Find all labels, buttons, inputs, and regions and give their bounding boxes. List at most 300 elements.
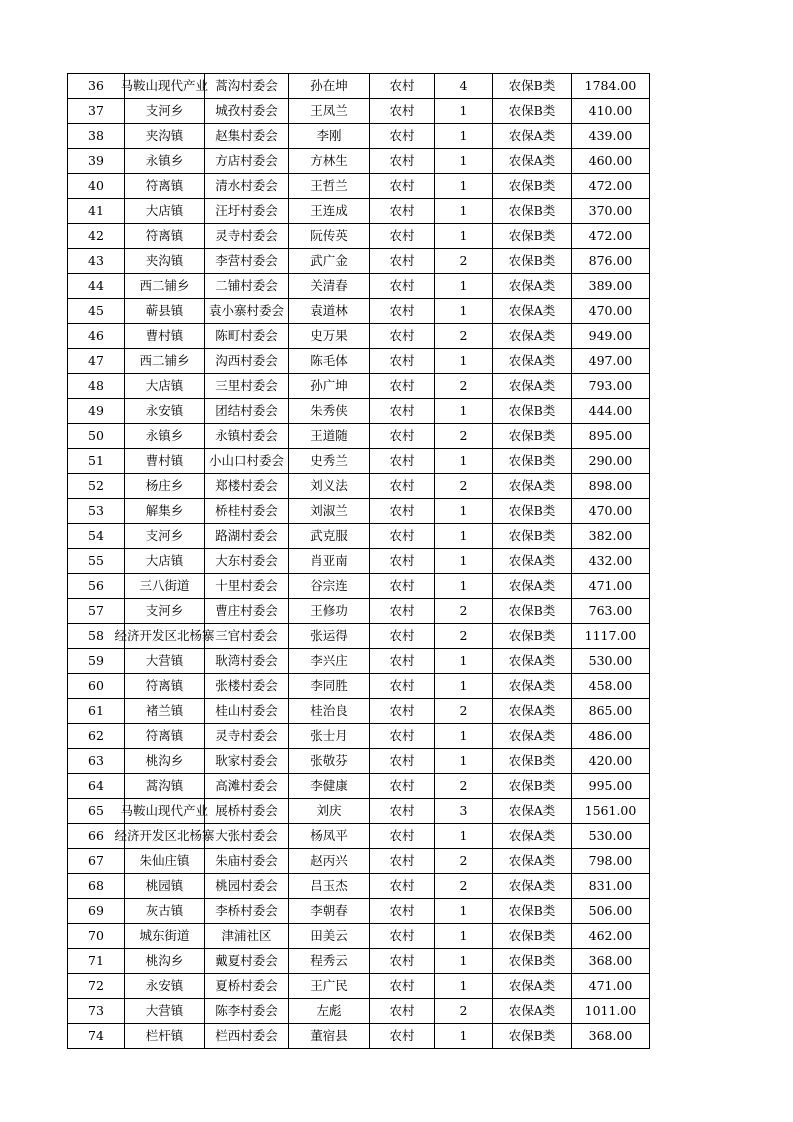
town-cell	[125, 874, 205, 899]
row-number-cell: 74	[68, 1024, 125, 1049]
town-cell	[125, 524, 205, 549]
town-cell-text: 大店镇	[145, 378, 184, 393]
insurance-category-cell: 农保B类	[493, 924, 572, 949]
area-type-cell: 农村	[370, 999, 435, 1024]
person-name-cell: 孙在坤	[289, 74, 370, 99]
insurance-category-cell: 农保B类	[493, 399, 572, 424]
town-cell-text: 符离镇	[145, 728, 184, 743]
town-cell	[125, 549, 205, 574]
village-cell: 路湖村委会	[205, 524, 289, 549]
household-count-cell: 2	[435, 999, 493, 1024]
household-count-cell: 2	[435, 324, 493, 349]
amount-cell: 1784.00	[572, 74, 650, 99]
household-count-cell: 2	[435, 424, 493, 449]
household-count-cell: 1	[435, 924, 493, 949]
town-cell	[125, 449, 205, 474]
person-name-cell: 王连成	[289, 199, 370, 224]
village-cell: 高滩村委会	[205, 774, 289, 799]
insurance-category-cell: 农保A类	[493, 974, 572, 999]
person-name-cell: 李朝春	[289, 899, 370, 924]
table-row	[68, 549, 650, 574]
person-name-cell: 方林生	[289, 149, 370, 174]
town-cell	[120, 799, 209, 824]
amount-cell: 410.00	[572, 99, 650, 124]
household-count-cell: 1	[435, 1024, 493, 1049]
table-row	[68, 124, 650, 149]
table-row	[68, 149, 650, 174]
area-type-cell: 农村	[370, 424, 435, 449]
person-name-cell: 肖亚南	[289, 549, 370, 574]
village-cell: 十里村委会	[205, 574, 289, 599]
insurance-category-cell: 农保A类	[493, 699, 572, 724]
area-type-cell: 农村	[370, 949, 435, 974]
insurance-category-cell: 农保B类	[493, 224, 572, 249]
household-count-cell: 1	[435, 399, 493, 424]
town-cell	[125, 149, 205, 174]
household-count-cell: 1	[435, 349, 493, 374]
amount-cell: 506.00	[572, 899, 650, 924]
town-cell	[125, 274, 205, 299]
town-cell	[125, 724, 205, 749]
town-cell-text: 朱仙庄镇	[139, 853, 190, 868]
amount-cell: 486.00	[572, 724, 650, 749]
table-row	[68, 774, 650, 799]
town-cell-text: 马鞍山现代产业	[120, 803, 209, 818]
person-name-cell: 刘义法	[289, 474, 370, 499]
insurance-category-cell: 农保A类	[493, 674, 572, 699]
village-cell: 展桥村委会	[205, 799, 289, 824]
town-cell-text: 曹村镇	[145, 328, 184, 343]
area-type-cell: 农村	[370, 274, 435, 299]
amount-cell: 1011.00	[572, 999, 650, 1024]
town-cell	[125, 949, 205, 974]
town-cell	[114, 824, 215, 849]
insurance-category-cell: 农保A类	[493, 549, 572, 574]
row-number-cell: 39	[68, 149, 125, 174]
village-cell: 桂山村委会	[205, 699, 289, 724]
amount-cell: 898.00	[572, 474, 650, 499]
person-name-cell: 陈毛体	[289, 349, 370, 374]
area-type-cell: 农村	[370, 374, 435, 399]
person-name-cell: 田美云	[289, 924, 370, 949]
town-cell	[125, 749, 205, 774]
row-number-cell: 61	[68, 699, 125, 724]
person-name-cell: 刘淑兰	[289, 499, 370, 524]
town-cell	[125, 674, 205, 699]
area-type-cell: 农村	[370, 799, 435, 824]
amount-cell: 290.00	[572, 449, 650, 474]
table-row	[68, 449, 650, 474]
area-type-cell: 农村	[370, 574, 435, 599]
area-type-cell: 农村	[370, 249, 435, 274]
town-cell-text: 桃沟乡	[145, 753, 184, 768]
person-name-cell: 董宿县	[289, 1024, 370, 1049]
area-type-cell: 农村	[370, 749, 435, 774]
insurance-category-cell: 农保A类	[493, 724, 572, 749]
village-cell: 桥桂村委会	[205, 499, 289, 524]
row-number-cell: 62	[68, 724, 125, 749]
amount-cell: 530.00	[572, 824, 650, 849]
village-cell: 清水村委会	[205, 174, 289, 199]
person-name-cell: 袁道林	[289, 299, 370, 324]
amount-cell: 497.00	[572, 349, 650, 374]
row-number-cell: 65	[68, 799, 125, 824]
row-number-cell: 41	[68, 199, 125, 224]
town-cell-text: 大营镇	[145, 653, 184, 668]
village-cell: 方店村委会	[205, 149, 289, 174]
town-cell	[125, 174, 205, 199]
town-cell	[120, 74, 209, 99]
town-cell-text: 夹沟镇	[145, 128, 184, 143]
table-row	[68, 249, 650, 274]
amount-cell: 876.00	[572, 249, 650, 274]
insurance-category-cell: 农保A类	[493, 274, 572, 299]
table-row	[68, 699, 650, 724]
row-number-cell: 56	[68, 574, 125, 599]
village-cell: 袁小寨村委会	[205, 299, 289, 324]
person-name-cell: 吕玉杰	[289, 874, 370, 899]
area-type-cell: 农村	[370, 199, 435, 224]
town-cell-text: 符离镇	[145, 228, 184, 243]
row-number-cell: 57	[68, 599, 125, 624]
village-cell: 栏西村委会	[205, 1024, 289, 1049]
town-cell-text: 大店镇	[145, 553, 184, 568]
insurance-category-cell: 农保B类	[493, 499, 572, 524]
insurance-category-cell: 农保B类	[493, 749, 572, 774]
insurance-category-cell: 农保A类	[493, 349, 572, 374]
household-count-cell: 1	[435, 224, 493, 249]
village-cell: 曹庄村委会	[205, 599, 289, 624]
area-type-cell: 农村	[370, 549, 435, 574]
table-row	[68, 724, 650, 749]
insurance-category-cell: 农保A类	[493, 874, 572, 899]
area-type-cell: 农村	[370, 699, 435, 724]
table-row	[68, 749, 650, 774]
village-cell: 赵集村委会	[205, 124, 289, 149]
town-cell	[125, 974, 205, 999]
household-count-cell: 1	[435, 824, 493, 849]
insurance-category-cell: 农保A类	[493, 374, 572, 399]
household-count-cell: 1	[435, 724, 493, 749]
area-type-cell: 农村	[370, 899, 435, 924]
amount-cell: 458.00	[572, 674, 650, 699]
person-name-cell: 谷宗连	[289, 574, 370, 599]
village-cell: 大东村委会	[205, 549, 289, 574]
row-number-cell: 47	[68, 349, 125, 374]
row-number-cell: 54	[68, 524, 125, 549]
household-count-cell: 1	[435, 174, 493, 199]
table-row	[68, 499, 650, 524]
household-count-cell: 1	[435, 749, 493, 774]
insurance-category-cell: 农保A类	[493, 649, 572, 674]
table-row	[68, 899, 650, 924]
table-row	[68, 849, 650, 874]
insurance-category-cell: 农保A类	[493, 849, 572, 874]
roster-body	[68, 74, 650, 1049]
amount-cell: 432.00	[572, 549, 650, 574]
village-cell: 灵寺村委会	[205, 724, 289, 749]
household-count-cell: 1	[435, 199, 493, 224]
area-type-cell: 农村	[370, 924, 435, 949]
insurance-category-cell: 农保A类	[493, 324, 572, 349]
row-number-cell: 46	[68, 324, 125, 349]
town-cell	[125, 424, 205, 449]
area-type-cell: 农村	[370, 649, 435, 674]
village-cell: 张楼村委会	[205, 674, 289, 699]
household-count-cell: 2	[435, 849, 493, 874]
area-type-cell: 农村	[370, 524, 435, 549]
household-count-cell: 2	[435, 249, 493, 274]
person-name-cell: 王广民	[289, 974, 370, 999]
household-count-cell: 3	[435, 799, 493, 824]
person-name-cell: 王修功	[289, 599, 370, 624]
area-type-cell: 农村	[370, 299, 435, 324]
village-cell: 戴夏村委会	[205, 949, 289, 974]
amount-cell: 460.00	[572, 149, 650, 174]
town-cell-text: 桃沟乡	[145, 953, 184, 968]
area-type-cell: 农村	[370, 974, 435, 999]
town-cell-text: 蒿沟镇	[145, 778, 184, 793]
town-cell	[125, 499, 205, 524]
area-type-cell: 农村	[370, 124, 435, 149]
amount-cell: 831.00	[572, 874, 650, 899]
town-cell-text: 栏杆镇	[145, 1028, 184, 1043]
insurance-category-cell: 农保B类	[493, 624, 572, 649]
row-number-cell: 45	[68, 299, 125, 324]
town-cell-text: 杨庄乡	[145, 478, 184, 493]
town-cell-text: 符离镇	[145, 678, 184, 693]
town-cell	[125, 249, 205, 274]
row-number-cell: 70	[68, 924, 125, 949]
table-row	[68, 374, 650, 399]
amount-cell: 370.00	[572, 199, 650, 224]
amount-cell: 471.00	[572, 974, 650, 999]
table-row	[68, 224, 650, 249]
amount-cell: 472.00	[572, 224, 650, 249]
table-row	[68, 674, 650, 699]
town-cell	[125, 349, 205, 374]
town-cell-text: 支河乡	[145, 603, 184, 618]
table-row	[68, 524, 650, 549]
town-cell	[125, 774, 205, 799]
household-count-cell: 2	[435, 374, 493, 399]
insurance-category-cell: 农保B类	[493, 74, 572, 99]
insurance-category-cell: 农保B类	[493, 199, 572, 224]
insurance-category-cell: 农保A类	[493, 474, 572, 499]
table-row	[68, 474, 650, 499]
town-cell	[125, 849, 205, 874]
amount-cell: 471.00	[572, 574, 650, 599]
amount-cell: 382.00	[572, 524, 650, 549]
amount-cell: 470.00	[572, 499, 650, 524]
town-cell	[125, 999, 205, 1024]
town-cell-text: 西二铺乡	[139, 353, 190, 368]
town-cell-text: 支河乡	[145, 528, 184, 543]
insurance-category-cell: 农保A类	[493, 299, 572, 324]
area-type-cell: 农村	[370, 824, 435, 849]
household-count-cell: 2	[435, 474, 493, 499]
village-cell: 三里村委会	[205, 374, 289, 399]
amount-cell: 995.00	[572, 774, 650, 799]
insurance-category-cell: 农保A类	[493, 799, 572, 824]
household-count-cell: 1	[435, 449, 493, 474]
area-type-cell: 农村	[370, 624, 435, 649]
row-number-cell: 44	[68, 274, 125, 299]
village-cell: 永镇村委会	[205, 424, 289, 449]
amount-cell: 895.00	[572, 424, 650, 449]
household-count-cell: 1	[435, 899, 493, 924]
amount-cell: 368.00	[572, 949, 650, 974]
town-cell	[125, 224, 205, 249]
village-cell: 朱庙村委会	[205, 849, 289, 874]
village-cell: 耿湾村委会	[205, 649, 289, 674]
row-number-cell: 55	[68, 549, 125, 574]
table-row	[68, 199, 650, 224]
town-cell-text: 经济开发区北杨寨	[114, 828, 215, 843]
household-count-cell: 1	[435, 274, 493, 299]
area-type-cell: 农村	[370, 99, 435, 124]
village-cell: 陈町村委会	[205, 324, 289, 349]
area-type-cell: 农村	[370, 774, 435, 799]
insurance-category-cell: 农保B类	[493, 524, 572, 549]
town-cell-text: 永镇乡	[145, 428, 184, 443]
row-number-cell: 72	[68, 974, 125, 999]
village-cell: 灵寺村委会	[205, 224, 289, 249]
village-cell: 城孜村委会	[205, 99, 289, 124]
village-cell: 耿家村委会	[205, 749, 289, 774]
insurance-category-cell: 农保A类	[493, 824, 572, 849]
row-number-cell: 50	[68, 424, 125, 449]
person-name-cell: 桂治良	[289, 699, 370, 724]
area-type-cell: 农村	[370, 174, 435, 199]
row-number-cell: 68	[68, 874, 125, 899]
person-name-cell: 李同胜	[289, 674, 370, 699]
amount-cell: 1117.00	[572, 624, 650, 649]
town-cell	[125, 699, 205, 724]
town-cell	[125, 299, 205, 324]
area-type-cell: 农村	[370, 1024, 435, 1049]
area-type-cell: 农村	[370, 74, 435, 99]
amount-cell: 472.00	[572, 174, 650, 199]
table-row	[68, 624, 650, 649]
town-cell	[125, 649, 205, 674]
town-cell-text: 西二铺乡	[139, 278, 190, 293]
area-type-cell: 农村	[370, 599, 435, 624]
village-cell: 李营村委会	[205, 249, 289, 274]
town-cell	[125, 99, 205, 124]
row-number-cell: 43	[68, 249, 125, 274]
row-number-cell: 36	[68, 74, 125, 99]
insurance-category-cell: 农保B类	[493, 899, 572, 924]
insurance-category-cell: 农保A类	[493, 124, 572, 149]
insurance-category-cell: 农保A类	[493, 574, 572, 599]
table-row	[68, 924, 650, 949]
table-row	[68, 349, 650, 374]
area-type-cell: 农村	[370, 324, 435, 349]
town-cell-text: 大店镇	[145, 203, 184, 218]
row-number-cell: 48	[68, 374, 125, 399]
person-name-cell: 武广金	[289, 249, 370, 274]
person-name-cell: 朱秀侠	[289, 399, 370, 424]
row-number-cell: 53	[68, 499, 125, 524]
person-name-cell: 王哲兰	[289, 174, 370, 199]
household-count-cell: 2	[435, 599, 493, 624]
village-cell: 夏桥村委会	[205, 974, 289, 999]
row-number-cell: 60	[68, 674, 125, 699]
town-cell-text: 桃园镇	[145, 878, 184, 893]
table-row	[68, 874, 650, 899]
area-type-cell: 农村	[370, 349, 435, 374]
table-row	[68, 274, 650, 299]
row-number-cell: 40	[68, 174, 125, 199]
row-number-cell: 64	[68, 774, 125, 799]
table-row	[68, 324, 650, 349]
row-number-cell: 38	[68, 124, 125, 149]
village-cell: 蒿沟村委会	[205, 74, 289, 99]
table-row	[68, 974, 650, 999]
village-cell: 郑楼村委会	[205, 474, 289, 499]
table-row	[68, 649, 650, 674]
amount-cell: 439.00	[572, 124, 650, 149]
household-count-cell: 2	[435, 874, 493, 899]
town-cell	[125, 574, 205, 599]
household-count-cell: 2	[435, 624, 493, 649]
town-cell-text: 灰古镇	[145, 903, 184, 918]
amount-cell: 798.00	[572, 849, 650, 874]
village-cell: 陈李村委会	[205, 999, 289, 1024]
area-type-cell: 农村	[370, 149, 435, 174]
insurance-category-cell: 农保B类	[493, 99, 572, 124]
table-row	[68, 74, 650, 99]
row-number-cell: 58	[68, 624, 125, 649]
table-row	[68, 1024, 650, 1049]
town-cell	[125, 599, 205, 624]
insurance-category-cell: 农保B类	[493, 599, 572, 624]
person-name-cell: 程秀云	[289, 949, 370, 974]
table-row	[68, 949, 650, 974]
household-count-cell: 1	[435, 674, 493, 699]
amount-cell: 368.00	[572, 1024, 650, 1049]
insurance-category-cell: 农保A类	[493, 999, 572, 1024]
amount-cell: 530.00	[572, 649, 650, 674]
village-cell: 沟西村委会	[205, 349, 289, 374]
town-cell-text: 经济开发区北杨寨	[114, 628, 215, 643]
person-name-cell: 李刚	[289, 124, 370, 149]
area-type-cell: 农村	[370, 399, 435, 424]
town-cell-text: 三八街道	[139, 578, 190, 593]
area-type-cell: 农村	[370, 849, 435, 874]
person-name-cell: 李兴庄	[289, 649, 370, 674]
town-cell-text: 解集乡	[145, 503, 184, 518]
person-name-cell: 史万果	[289, 324, 370, 349]
household-count-cell: 1	[435, 574, 493, 599]
town-cell	[125, 899, 205, 924]
insurance-category-cell: 农保B类	[493, 174, 572, 199]
amount-cell: 1561.00	[572, 799, 650, 824]
insurance-category-cell: 农保A类	[493, 149, 572, 174]
amount-cell: 462.00	[572, 924, 650, 949]
village-cell: 津浦社区	[205, 924, 289, 949]
amount-cell: 793.00	[572, 374, 650, 399]
person-name-cell: 武克服	[289, 524, 370, 549]
person-name-cell: 张士月	[289, 724, 370, 749]
row-number-cell: 66	[68, 824, 125, 849]
table-row	[68, 99, 650, 124]
town-cell	[125, 374, 205, 399]
town-cell	[125, 124, 205, 149]
insurance-category-cell: 农保B类	[493, 949, 572, 974]
household-count-cell: 1	[435, 949, 493, 974]
